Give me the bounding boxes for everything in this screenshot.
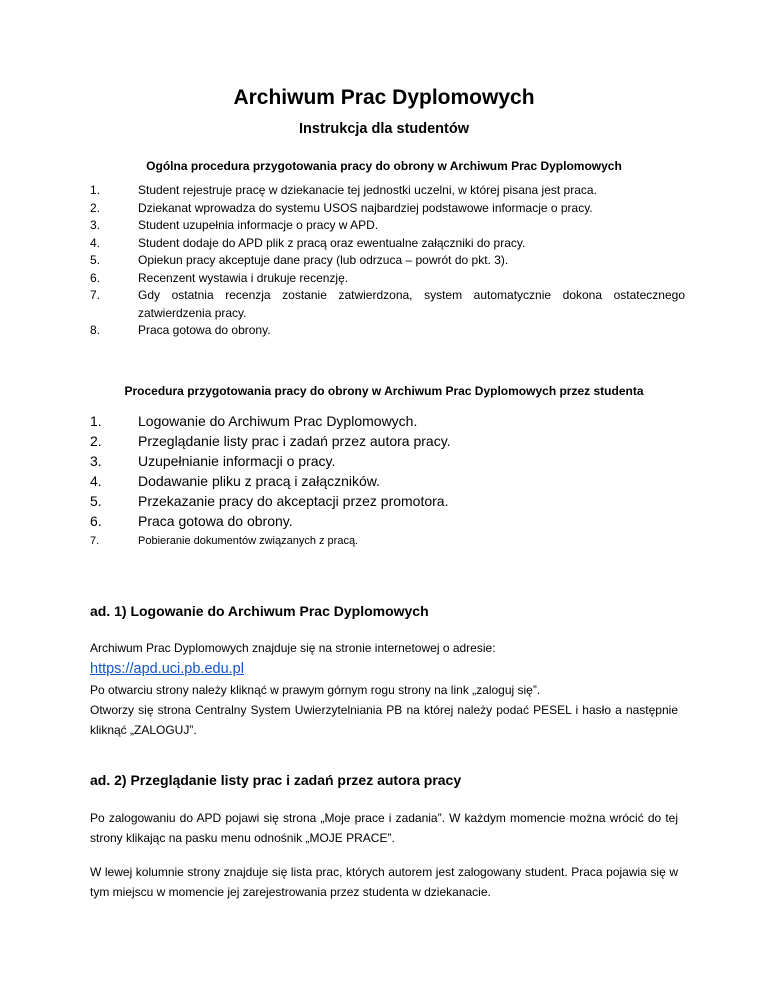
section2-list — [90, 411, 685, 551]
section1-heading: Ogólna procedura przygotowania pracy do obrony w Archiwum Prac Dyplomowych — [146, 159, 622, 173]
ad2-para2: W lewej kolumnie strony znajduje się lista prac, których autorem jest zalogowany student. Praca pojawia się w tym miejscu w momencie jej zarejestrowania przez studenta w dziekanacie. — [90, 865, 678, 899]
ad1-line2: Po otwarciu strony należy kliknąć w prawym górnym rogu strony na link „zaloguj się”. — [90, 683, 541, 697]
list-item: 5. Opiekun pracy akceptuje dane pracy (lub odrzuca – powrót do pkt. 3). — [90, 253, 509, 267]
section1-list — [90, 182, 685, 340]
ad1-heading: ad. 1) Logowanie do Archiwum Prac Dyplomowych — [90, 603, 429, 619]
list-item: 6. Recenzent wystawia i drukuje recenzję. — [90, 270, 349, 285]
page-title: Archiwum Prac Dyplomowych — [233, 86, 535, 109]
list-item: 2. Dziekanat wprowadza do systemu USOS najbardziej podstawowe informacje o pracy. — [90, 200, 593, 215]
list-item: 5. Przekazanie pracy do akceptacji przez promotora. — [90, 493, 449, 509]
ad1-intro: Archiwum Prac Dyplomowych znajduje się na stronie internetowej o adresie: — [90, 641, 496, 655]
list-item: 4. Dodawanie pliku z pracą i załączników. — [90, 473, 381, 489]
list-item: 8. Praca gotowa do obrony. — [90, 323, 271, 337]
ad2-heading: ad. 2) Przeglądanie listy prac i zadań przez autora pracy — [90, 772, 462, 788]
ad2-para1: Po zalogowaniu do APD pojawi się strona „Moje prace i zadania”. W każdym momencie można wrócić do tej strony klikając na pasku menu odnośnik „MOJE PRACE”. — [90, 811, 678, 845]
list-item: 7. Gdy ostatnia recenzja zostanie zatwierdzona, system automatycznie dokona ostatecznego zatwierdzenia pracy. — [90, 288, 685, 320]
ad1-body — [90, 638, 678, 740]
list-item: 2. Przeglądanie listy prac i zadań przez autora pracy. — [90, 433, 451, 449]
apd-link[interactable]: https://apd.uci.pb.edu.pl — [90, 661, 244, 677]
list-item: 7. Pobieranie dokumentów związanych z pracą. — [90, 535, 359, 547]
section2-heading: Procedura przygotowania pracy do obrony w Archiwum Prac Dyplomowych przez studenta — [124, 384, 644, 398]
list-item: 3. Student uzupełnia informacje o pracy w APD. — [90, 218, 379, 232]
list-item: 1. Student rejestruje pracę w dziekanacie tej jednostki uczelni, w której pisana jest praca. — [90, 183, 597, 197]
list-item: 6. Praca gotowa do obrony. — [90, 513, 293, 529]
list-item: 3. Uzupełnianie informacji o pracy. — [90, 453, 336, 469]
ad1-line3: Otworzy się strona Centralny System Uwierzytelniania PB na której należy podać PESEL i hasło a następnie kliknąć „ZALOGUJ”. — [90, 703, 678, 737]
list-item: 4. Student dodaje do APD plik z pracą oraz ewentualne załączniki do pracy. — [90, 235, 526, 250]
list-item: 1. Logowanie do Archiwum Prac Dyplomowych. — [90, 413, 418, 429]
page-subtitle: Instrukcja dla studentów — [299, 121, 469, 137]
